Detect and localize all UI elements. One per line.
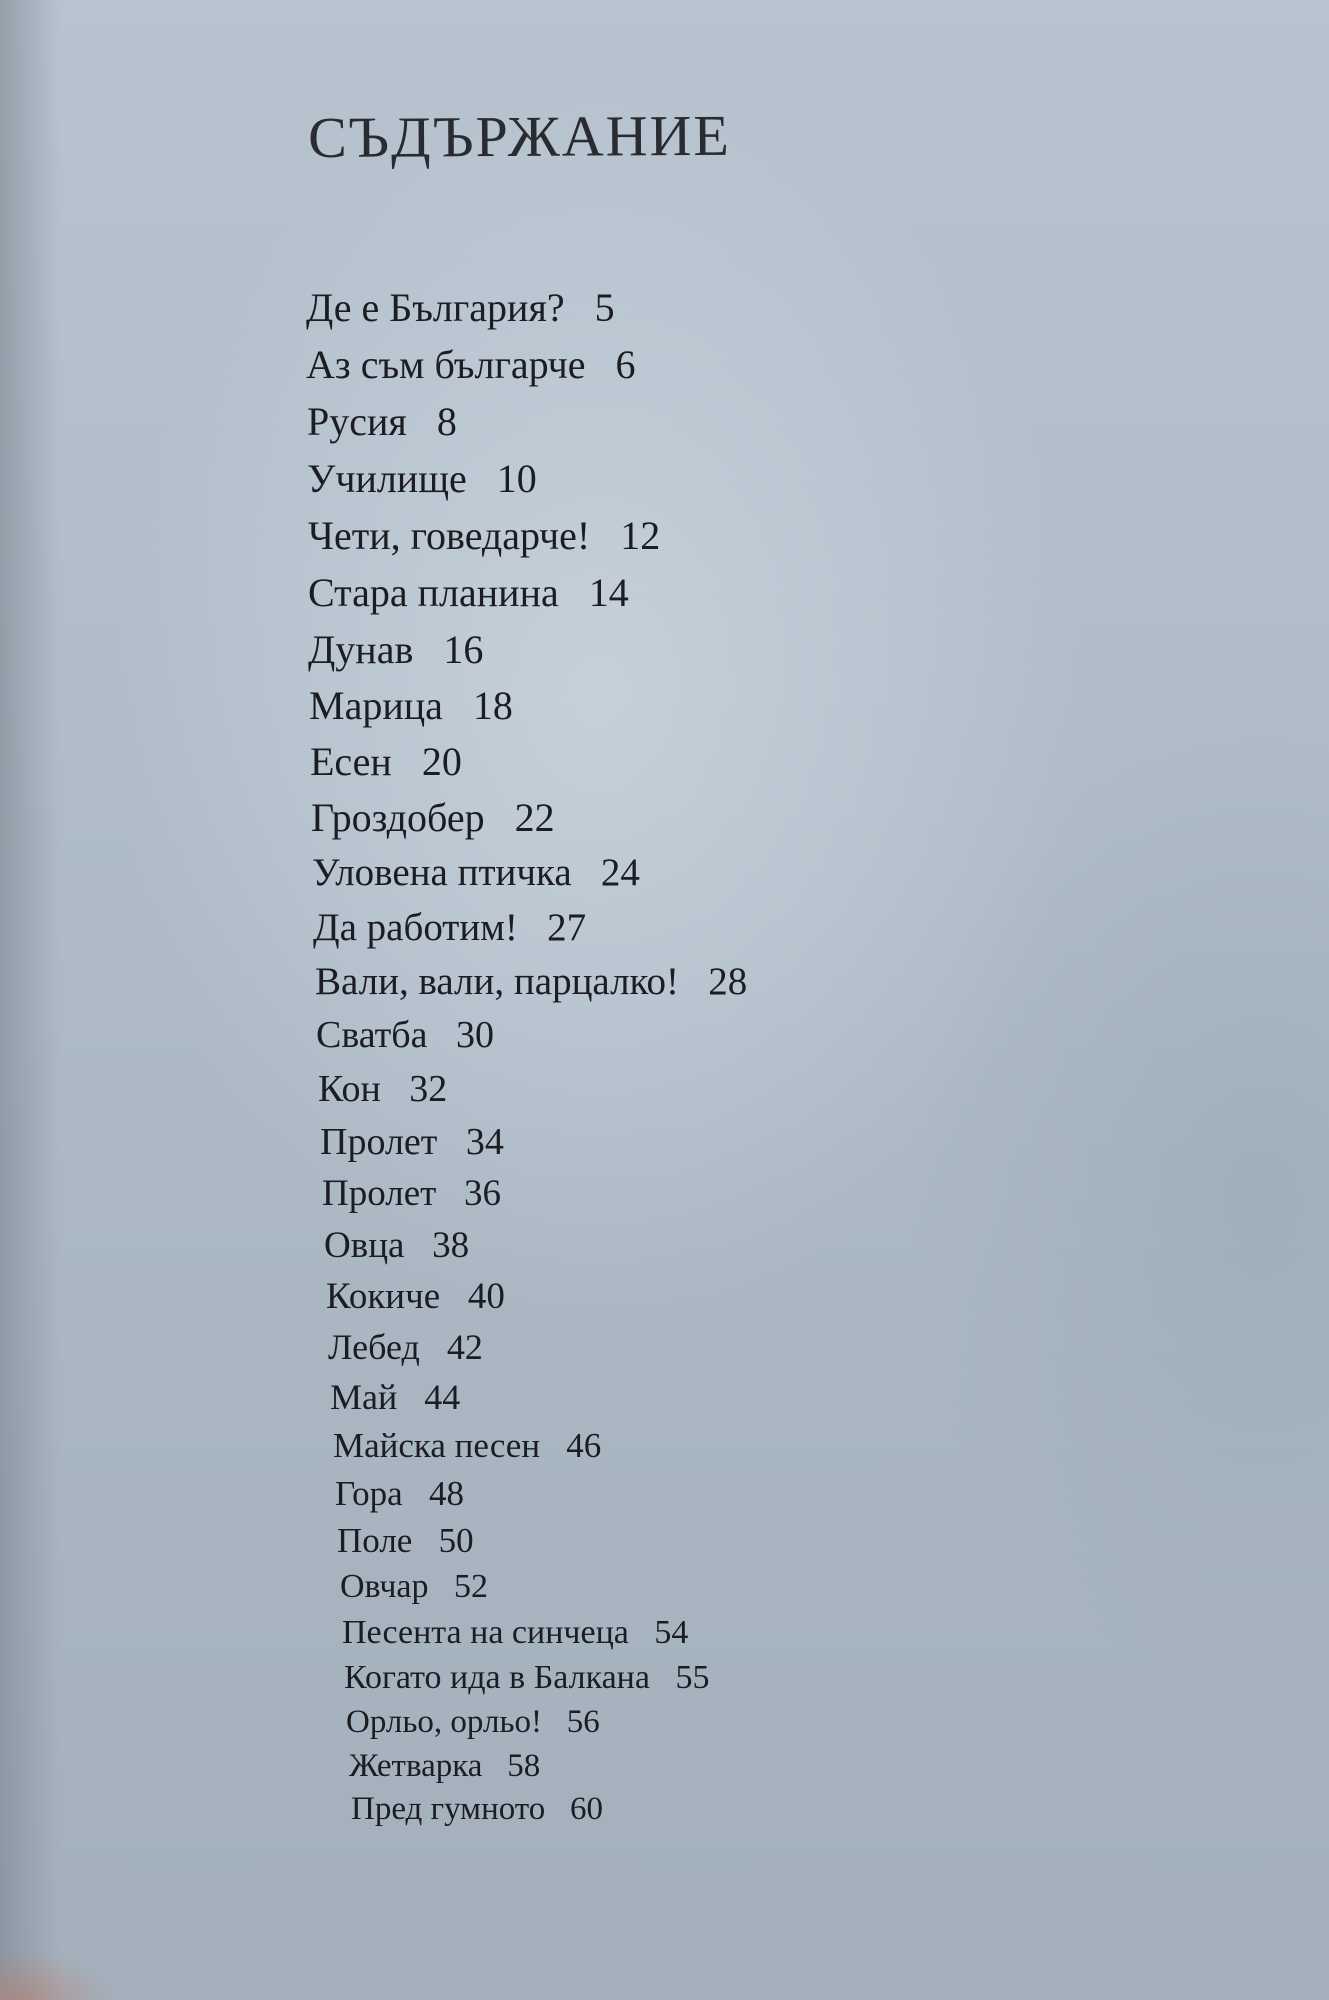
toc-entry-page: 18: [472, 683, 513, 728]
toc-entry: [307, 399, 457, 444]
toc-entry: [349, 1750, 540, 1783]
toc-entry-title: Стара планина: [308, 570, 559, 615]
toc-entry-title: Училище: [307, 456, 467, 501]
toc-entry: [333, 1428, 601, 1463]
toc-entry-title: Орльо, орльо!: [346, 1704, 542, 1740]
toc-entry-page: 44: [424, 1377, 461, 1417]
toc-entry-title: Пролет: [322, 1173, 437, 1214]
toc-entry: [306, 342, 636, 387]
toc-entry-title: Чети, говедарче!: [308, 513, 591, 558]
toc-entry-page: 20: [421, 739, 462, 784]
toc-entry: [313, 908, 586, 947]
toc-entry-title: Овчар: [340, 1568, 429, 1605]
toc-entry: [312, 853, 640, 892]
toc-entry-page: 56: [566, 1704, 600, 1740]
toc-entry-page: 8: [436, 399, 457, 444]
toc-entry-page: 6: [615, 342, 636, 387]
toc-entry-page: 28: [708, 960, 748, 1003]
toc-entry-page: 14: [588, 570, 629, 615]
page-title: СЪДЪРЖАНИЕ: [308, 102, 732, 170]
toc-entry: [342, 1616, 688, 1650]
toc-entry: [318, 1070, 447, 1108]
toc-entry-title: Лебед: [328, 1327, 420, 1367]
toc-entry-title: Жетварка: [349, 1748, 483, 1784]
toc-entry-title: Дунав: [308, 627, 414, 672]
toc-entry-page: 34: [465, 1121, 504, 1163]
toc-entry-page: 22: [514, 795, 555, 840]
toc-entry-page: 36: [464, 1173, 502, 1214]
toc-entry-title: Гора: [335, 1474, 403, 1513]
toc-entry: [324, 1227, 469, 1264]
toc-entry-title: Майска песен: [333, 1426, 541, 1465]
toc-entry-page: 5: [594, 285, 615, 330]
toc-entry-title: Сватба: [316, 1014, 428, 1056]
toc-entry-page: 46: [566, 1426, 602, 1465]
toc-entry-page: 48: [428, 1474, 464, 1513]
toc-entry-title: Когато ида в Балкана: [344, 1659, 650, 1696]
toc-entry-title: Вали, вали, парцалко!: [315, 960, 680, 1003]
toc-entry: [311, 795, 555, 840]
toc-entry: [326, 1278, 505, 1315]
toc-entry-page: 10: [496, 456, 537, 501]
toc-entry: [322, 1175, 501, 1212]
toc-entry-title: Кокиче: [326, 1276, 441, 1317]
toc-entry: [310, 739, 462, 784]
toc-entry-title: Аз съм българче: [306, 342, 586, 387]
toc-entry-page: 32: [409, 1068, 448, 1110]
toc-entry-page: 50: [438, 1521, 474, 1560]
toc-entry: [340, 1570, 488, 1604]
toc-entry-page: 27: [547, 906, 587, 949]
toc-entry: [316, 1016, 494, 1054]
toc-entry: [351, 1793, 603, 1826]
toc-entry-title: Песента на синчеца: [342, 1614, 629, 1651]
toc-entry-page: 12: [620, 513, 661, 558]
toc-entry-title: Пролет: [320, 1121, 438, 1163]
toc-entry-page: 55: [675, 1659, 710, 1696]
toc-entry-page: 24: [600, 851, 640, 894]
toc-entry-title: Пред гумното: [351, 1791, 546, 1827]
toc-entry-page: 38: [432, 1225, 470, 1266]
toc-entry-title: Уловена птичка: [312, 851, 572, 894]
toc-entry-title: Русия: [307, 399, 407, 444]
toc-entry: [308, 513, 661, 558]
toc-entry-page: 60: [570, 1791, 604, 1827]
toc-entry: [344, 1661, 709, 1695]
toc-entry-page: 16: [443, 627, 484, 672]
toc-entry: [307, 456, 537, 501]
toc-entry-title: Овца: [324, 1225, 405, 1266]
toc-entry-page: 54: [654, 1614, 689, 1651]
toc-entry: [346, 1706, 600, 1739]
toc-entry-title: Да работим!: [313, 906, 518, 949]
toc-entry-page: 40: [467, 1276, 505, 1317]
toc-entry: [308, 570, 629, 615]
toc-entry-page: 58: [507, 1748, 541, 1784]
toc-entry-page: 52: [454, 1568, 489, 1605]
toc-entry: [320, 1123, 504, 1161]
toc-entry-title: Марица: [309, 683, 443, 728]
toc-entry: [335, 1476, 464, 1511]
toc-entry-title: Де е България?: [306, 285, 565, 330]
toc-entry: [308, 627, 484, 672]
toc-entry-title: Поле: [337, 1521, 413, 1560]
toc-entry-title: Кон: [318, 1068, 381, 1110]
toc-entry-title: Гроздобер: [311, 795, 485, 840]
toc-entry: [309, 683, 513, 728]
toc-entry: [337, 1523, 474, 1558]
toc-entry-title: Есен: [310, 739, 392, 784]
toc-entry: [330, 1379, 460, 1415]
toc-entry: [315, 962, 747, 1001]
toc-entry: [328, 1329, 483, 1365]
toc-entry: [306, 285, 615, 330]
toc-entry-page: 42: [446, 1327, 483, 1367]
toc-entry-page: 30: [455, 1014, 494, 1056]
toc-entry-title: Май: [330, 1377, 398, 1417]
